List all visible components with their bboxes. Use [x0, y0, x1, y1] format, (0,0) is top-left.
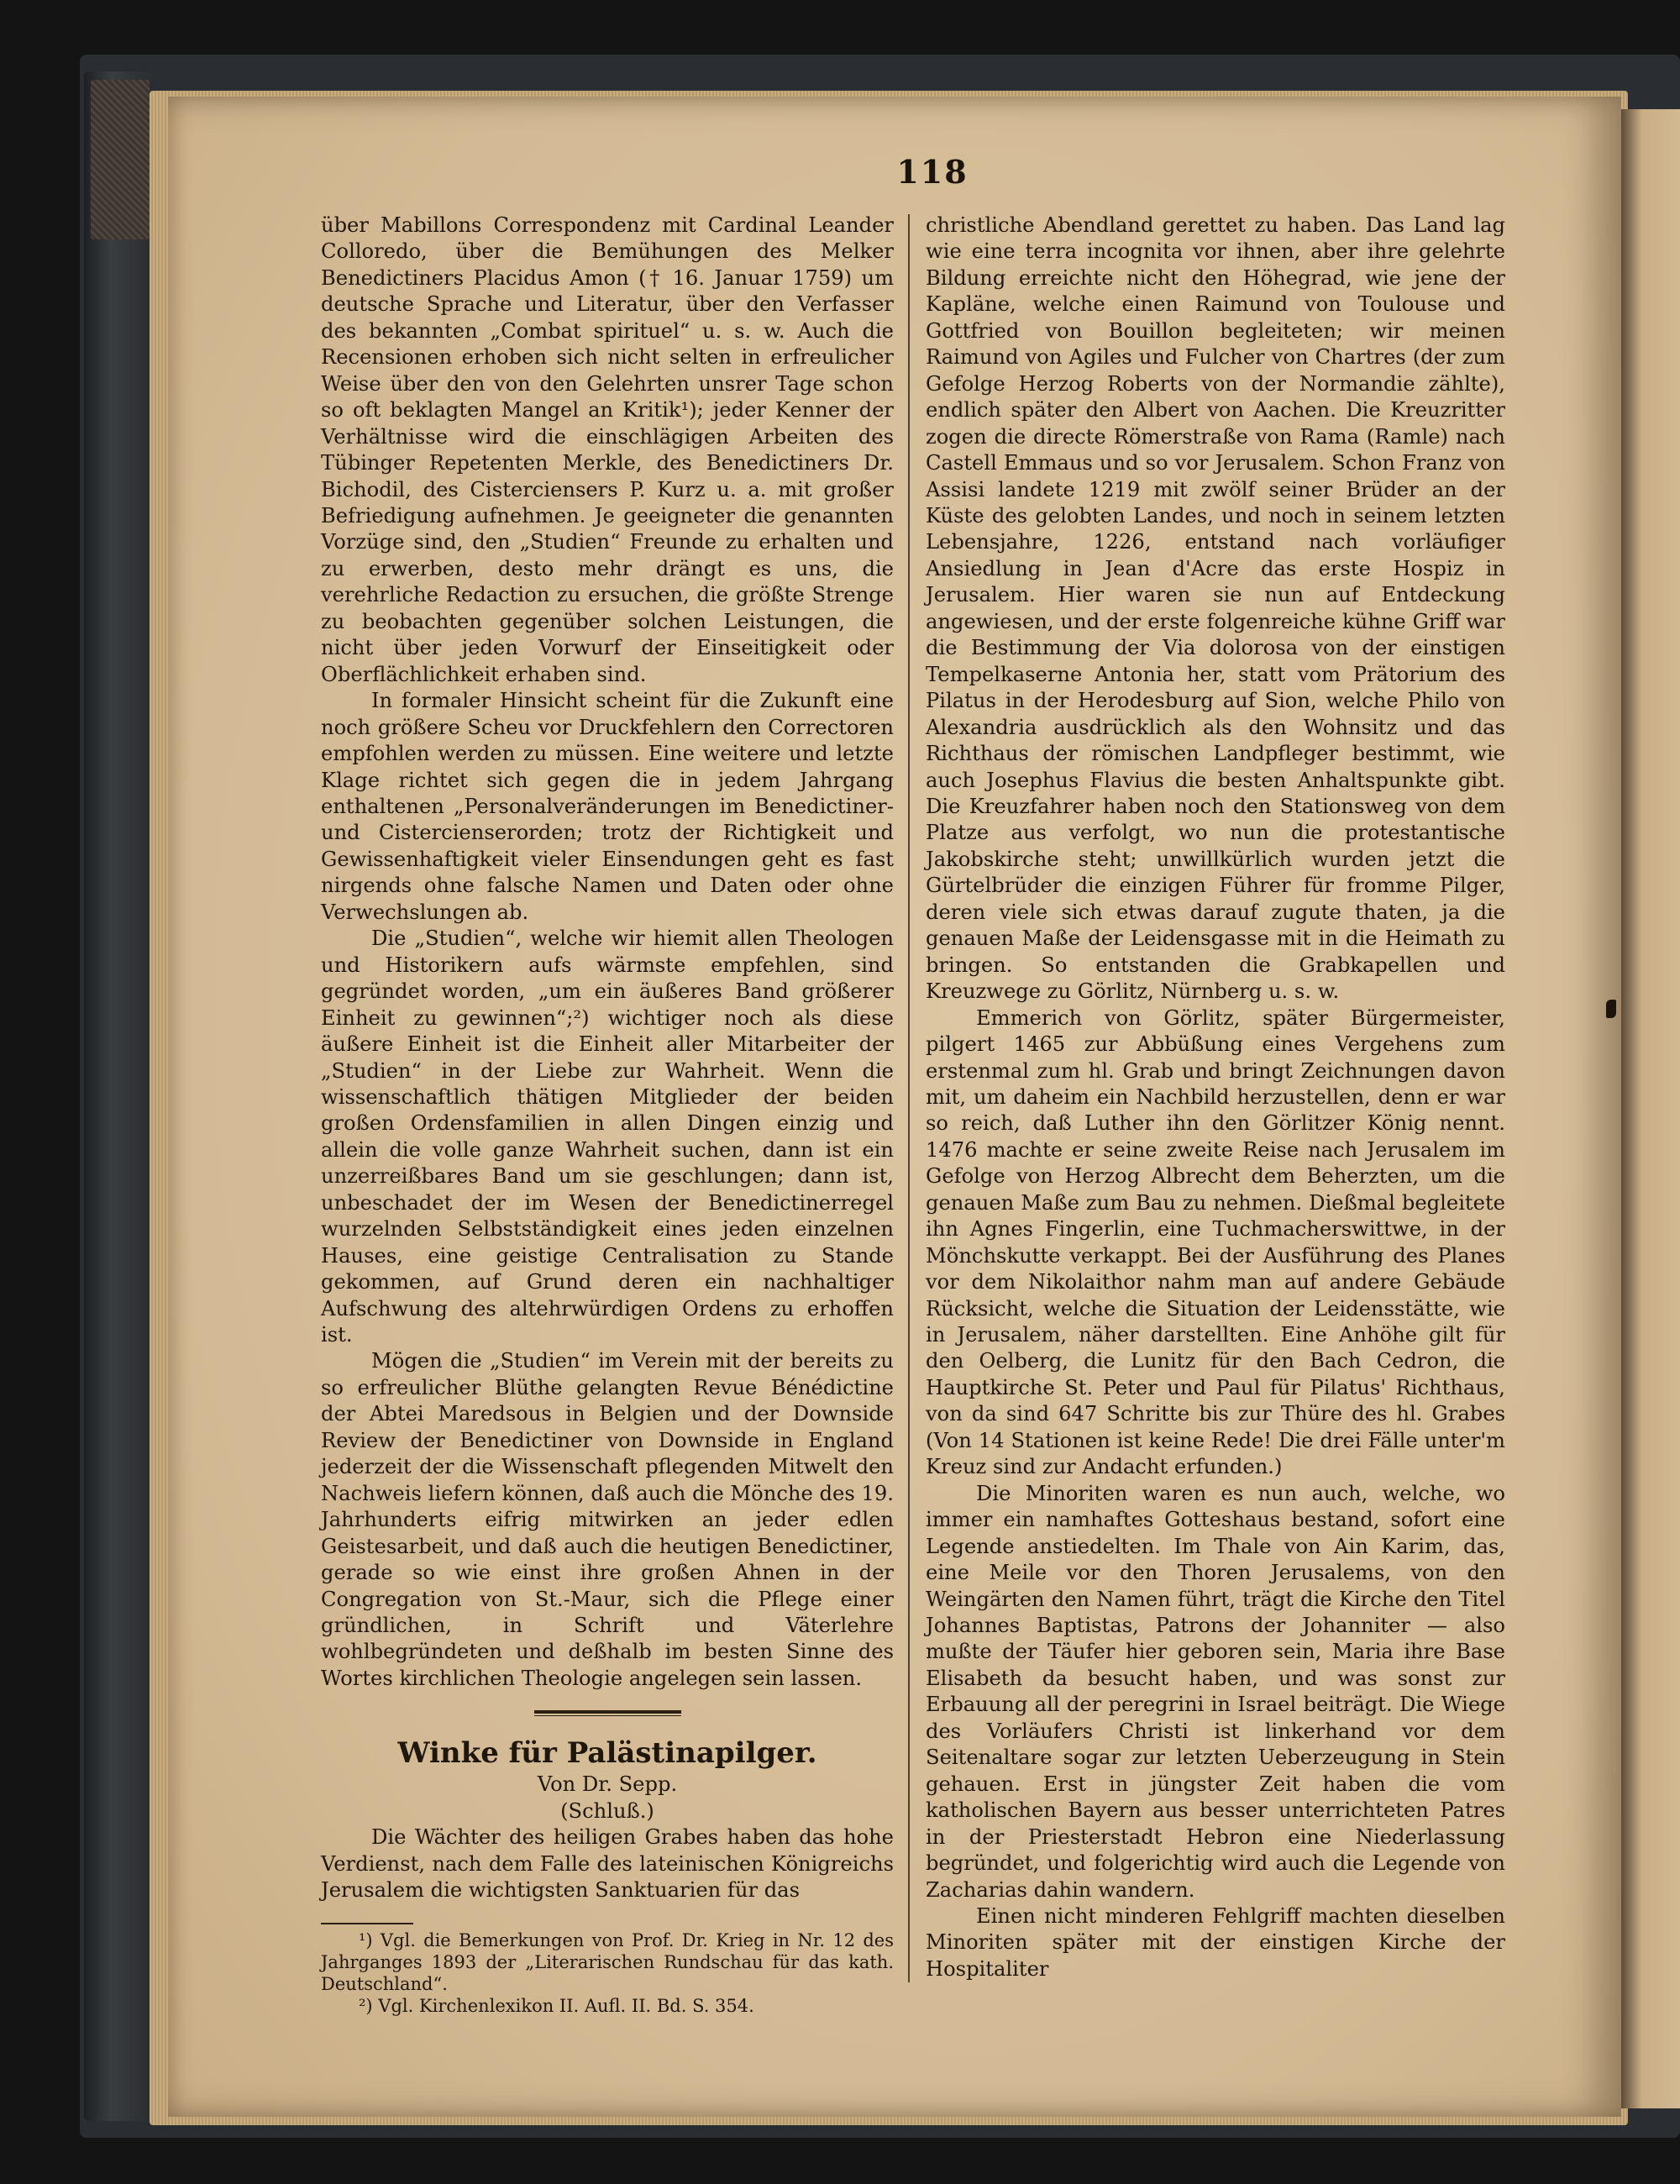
left-column: [321, 213, 894, 2017]
paragraph: In formaler Hinsicht scheint für die Zukunft eine noch größere Scheu vor Druckfehlern den Correctoren empfohlen werden zu müssen. Eine weitere und letzte Klage richtet sich gegen die in jedem Jahrgang enthaltenen „Personalveränderungen im Benedictiner- und Cistercienserorden; trotz der Richtigkeit und Gewissenhaftigkeit vieler Einsendungen geht es fast nirgends ohne falsche Namen und Daten oder ohne Verwechslungen ab.: [321, 689, 894, 924]
footnote: ¹) Vgl. die Bemerkungen von Prof. Dr. Krieg in Nr. 12 des Jahrganges 1893 der „Literarischen Rundschau für das kath. Deutschland“.: [321, 1929, 894, 1994]
paragraph: Die „Studien“, welche wir hiemit allen Theologen und Historikern aufs wärmste empfehlen, sind gegründet worden, „um ein äußeres Band größerer Einheit zu gewinnen“;²) wichtiger noch als diese äußere Einheit ist die Einheit aller Mitarbeiter der „Studien“ in der Liebe zur Wahrheit. Wenn die wissenschaftlich thätigen Mitglieder der beiden großen Ordensfamilien in allen Dingen einzig und allein die volle ganze Wahrheit suchen, dann ist ein unzerreißbares Band um sie geschlungen; dann ist, unbeschadet der im Wesen der Benedictinerregel wurzelnden Selbstständigkeit eines jeden einzelnen Hauses, eine geistige Centralisation zu Stande gekommen, auf Grund deren ein nachhaltiger Aufschwung des altehrwürdigen Ordens zu erhoffen ist.: [321, 927, 894, 1347]
paragraph: über Mabillons Correspondenz mit Cardinal Leander Colloredo, über die Bemühungen des Melker Benedictiners Placidus Amon († 16. Januar 1759) um deutsche Sprache und Literatur, über den Verfasser des bekannten „Combat spirituel“ u. s. w. Auch die Recensionen erhoben sich nicht selten in erfreulicher Weise über den von den Gelehrten unsrer Tage schon so oft beklagten Mangel an Kritik¹); jeder Kenner der Verhältnisse wird die einschlägigen Arbeiten des Tübinger Repetenten Merkle, des Benedictiners Dr. Bichodil, des Cisterciensers P. Kurz u. a. mit großer Befriedigung aufnehmen. Je geeigneter die genannten Vorzüge sind, den „Studien“ Freunde zu erhalten und zu erwerben, desto mehr drängt es uns, die verehrliche Redaction zu ersuchen, die größte Strenge zu beobachten gegenüber solchen Leistungen, die nicht über jeden Vorwurf der Einseitigkeit oder Oberflächlichkeit erhaben sind.: [321, 213, 894, 686]
footnote: ²) Vgl. Kirchenlexikon II. Aufl. II. Bd. S. 354.: [359, 1995, 754, 2016]
margin-mark: [1606, 1000, 1616, 1018]
footnote-rule: [321, 1923, 413, 1924]
book-spine-edge: [84, 71, 151, 2121]
paragraph: Die Minoriten waren es nun auch, welche, wo immer ein namhaftes Gotteshaus bestand, sofort eine Legende anstiedelten. Im Thale von Ain Karim, das, eine Meile vor den Thoren Jerusalems, von den Weingärten den Namen führt, trägt die Kirche den Titel Johannes Baptistas, Patrons der Johanniter — also mußte der Täufer hier geboren sein, Maria ihre Base Elisabeth da besucht haben, und was sonst zur Erbauung all der peregrini in Israel beiträgt. Die Wiege des Vorläufers Christi ist linkerhand vor dem Seitenaltare sogar zur letzten Ueberzeugung in Stein gehauen. Erst in jüngster Zeit haben die vom katholischen Bayern aus besser unterrichteten Patres in der Priesterstadt Hebron eine Niederlassung begründet, und folgerichtig wird auch die Legende von Zacharias dahin wandern.: [926, 1481, 1505, 1902]
column-rule: [908, 214, 910, 1982]
paragraph: Einen nicht minderen Fehlgriff machten dieselben Minoriten später mit der einstigen Kirche der Hospitaliter: [926, 1904, 1505, 1981]
paragraph: Mögen die „Studien“ im Verein mit der bereits zu so erfreulicher Blüthe gelangten Revue Bénédictine der Abtei Maredsous in Belgien und der Downside Review der Benedictiner von Downside in England jederzeit der die Wissenschaft pflegenden Mitwelt den Nachweis liefern können, daß auch die Mönche des 19. Jahrhunderts eifrig mitwirken an jeder edlen Geistesarbeit, und daß auch die heutigen Benedictiner, gerade so wie einst ihre großen Ahnen in der Congregation von St.-Maur, sich die Pflege einer gründlichen, in Schrift und Väterlehre wohlbegründeten und deßhalb im besten Sinne des Wortes kirchlichen Theologie angelegen sein lassen.: [321, 1349, 894, 1690]
section-divider: [534, 1710, 681, 1716]
right-column: [926, 213, 1505, 1982]
article-note: (Schluß.): [560, 1798, 654, 1823]
article-author: Von Dr. Sepp.: [537, 1772, 678, 1797]
paragraph: Die Wächter des heiligen Grabes haben das hohe Verdienst, nach dem Falle des lateinischen Königreichs Jerusalem die wichtigsten Sanktuarien für das: [321, 1825, 894, 1903]
paragraph: christliche Abendland gerettet zu haben. Das Land lag wie eine terra incognita vor ihnen, aber ihre gelehrte Bildung erreichte nicht den Höhegrad, wie jene der Kapläne, welche einen Raimund von Toulouse und Gottfried von Bouillon begleiteten; wir meinen Raimund von Agiles und Fulcher von Chartres (der zum Gefolge Herzog Roberts von der Normandie zählte), endlich später den Albert von Aachen. Die Kreuzritter zogen die directe Römerstraße von Rama (Ramle) nach Castell Emmaus und so vor Jerusalem. Schon Franz von Assisi landete 1219 mit zwölf seiner Brüder an der Küste des gelobten Landes, und noch in seinem letzten Lebensjahre, 1226, entstand nach vorläufiger Ansiedlung in Jean d'Acre das erste Hospiz in Jerusalem. Hier waren sie nun auf Entdeckung angewiesen, und der erste folgenreiche kühne Griff war die Bestimmung der Via dolorosa von der einstigen Tempelkaserne Antonia her, statt vom Prätorium des Pilatus in der Herodesburg auf Sion, welche Philo von Alexandria ausdrücklich als den Wohnsitz und das Richthaus der römischen Landpfleger bestimmt, wie auch Josephus Flavius die besten Anhaltspunkte gibt. Die Kreuzfahrer haben noch den Stationsweg von dem Platze aus verfolgt, wo nun die protestantische Jakobskirche steht; unwillkürlich wurden jetzt die Gürtelbrüder die einzigen Führer für fromme Pilger, deren viele sich etwas darauf zugute thaten, ja die genauen Maße der Leidensgasse mit in die Heimath zu bringen. So entstanden die Grabkapellen und Kreuzwege zu Görlitz, Nürnberg u. s. w.: [926, 213, 1505, 1004]
facing-page-edge: [1621, 109, 1680, 2108]
cloth-binding-tape: [91, 80, 150, 239]
page-number: 118: [896, 153, 969, 191]
paragraph: Emmerich von Görlitz, später Bürgermeister, pilgert 1465 zur Abbüßung eines Vergehens zum erstenmal zum hl. Grab und bringt Zeichnungen davon mit, um daheim ein Nachbild herzustellen, denn er war so reich, daß Luther ihn den Görlitzer König nennt. 1476 machte er seine zweite Reise nach Jerusalem im Gefolge von Herzog Albrecht dem Beherzten, um die genauen Maße zum Bau zu nehmen. Dießmal begleitete ihn Agnes Fingerlin, eine Tuchmacherswittwe, in der Mönchskutte verkappt. Bei der Ausführung des Planes vor dem Nikolaithor nahm man auf andere Gebäude Rücksicht, welche die Situation der Leidensstätte, wie in Jerusalem, näher darstellten. Eine Anhöhe gilt für den Oelberg, die Lunitz für den Bach Cedron, die Hauptkirche St. Peter und Paul für Pilatus' Richthaus, von da sind 647 Schritte bis zur Thüre des hl. Grabes (Von 14 Stationen ist keine Rede! Die drei Fälle unter'm Kreuz sind zur Andacht erfunden.): [926, 1005, 1505, 1479]
article-title: Winke für Palästinapilger.: [397, 1736, 817, 1771]
